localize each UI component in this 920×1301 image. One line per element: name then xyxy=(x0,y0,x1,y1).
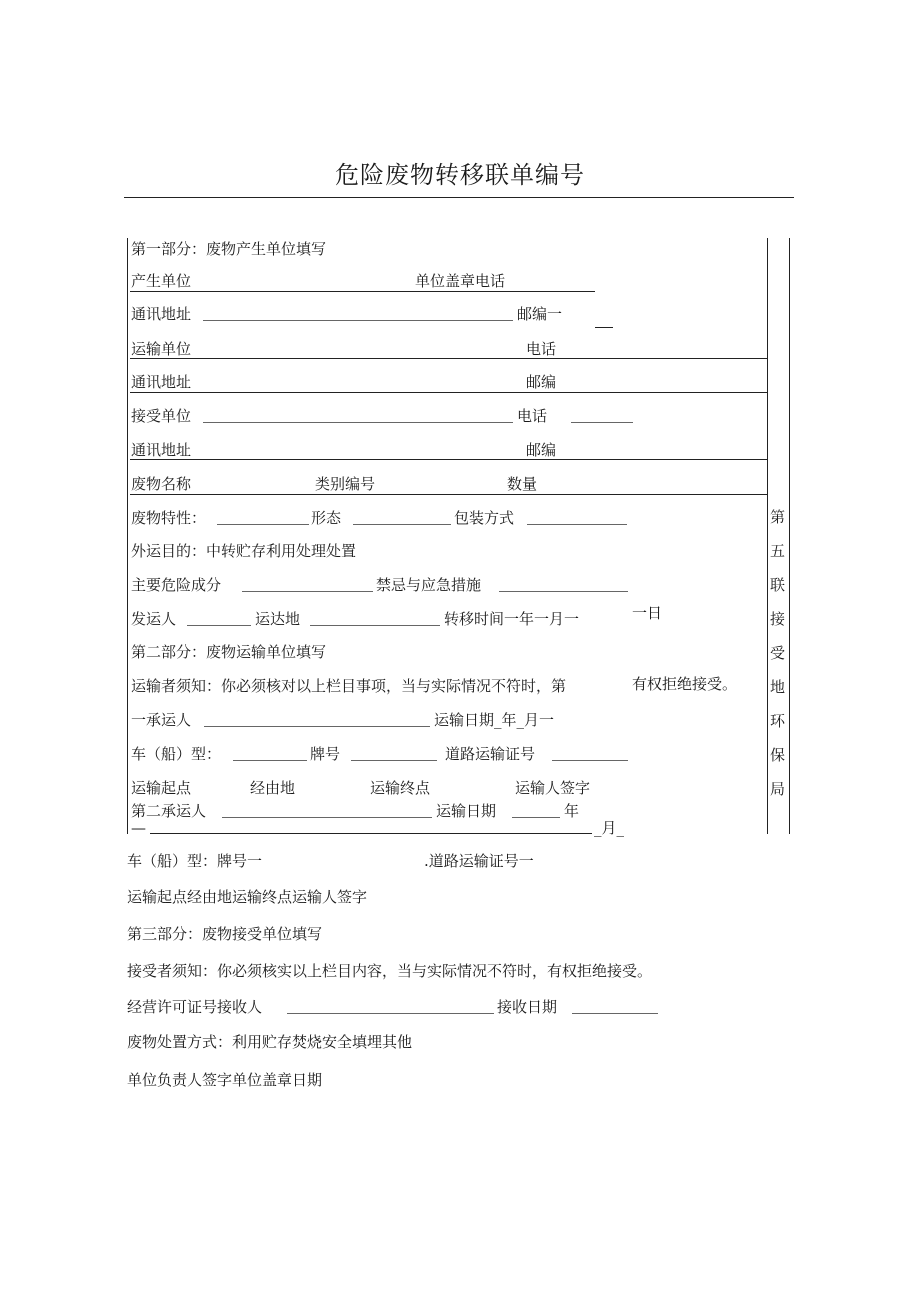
via1-label: 经由地 xyxy=(250,779,296,797)
permit1-label: 道路运输证号 xyxy=(445,745,536,763)
destination-blank xyxy=(310,625,440,626)
phone2-label: 电话 xyxy=(526,340,557,358)
form-blank xyxy=(353,524,451,525)
transport-unit-label: 运输单位 xyxy=(131,340,192,358)
side-label-char: 环 xyxy=(770,712,786,730)
transport-date1-label: 运输日期_年_月一 xyxy=(434,711,555,729)
plate1-blank xyxy=(351,760,437,761)
producer-unit-label: 产生单位 xyxy=(131,272,192,290)
side-label-char: 局 xyxy=(770,780,786,798)
disposal-label: 废物处置方式：利用贮存焚烧安全填埋其他 xyxy=(127,1033,413,1051)
rule-waste-name xyxy=(130,494,767,495)
side-label-char: 第 xyxy=(770,508,786,526)
day-label: 一日 xyxy=(632,604,663,622)
license-blank xyxy=(287,1013,494,1014)
route2-label: 运输起点经由地运输终点运输人签字 xyxy=(127,888,368,906)
title-underline xyxy=(124,197,794,198)
carrier1-label: 一承运人 xyxy=(131,711,192,729)
transport-date2-blank xyxy=(512,817,560,818)
postal1-label: 邮编一 xyxy=(517,305,563,323)
rule-carrier2-bottom xyxy=(150,833,592,834)
end1-label: 运输终点 xyxy=(370,779,431,797)
form-title: 危险废物转移联单编号 xyxy=(335,161,585,189)
rule-postal-dash xyxy=(595,327,613,328)
side-label-char: 联 xyxy=(770,576,786,594)
rule-address3 xyxy=(130,459,767,460)
waste-name-label: 废物名称 xyxy=(131,475,192,493)
seal-phone-label: 单位盖章电话 xyxy=(415,272,506,290)
quantity-label: 数量 xyxy=(507,475,538,493)
part2-header: 第二部分：废物运输单位填写 xyxy=(131,643,327,661)
transport-notice-b: 有权拒绝接受。 xyxy=(632,675,738,693)
transport-notice-a: 运输者须知：你必须核对以上栏目事项，当与实际情况不符时，第 xyxy=(131,677,567,695)
carrier2-dash: — xyxy=(131,819,146,837)
frame-outer-border xyxy=(789,238,790,834)
destination-label: 运达地 xyxy=(255,610,301,628)
waste-property-blank xyxy=(217,524,309,525)
side-label-char: 五 xyxy=(770,542,786,560)
address1-blank xyxy=(203,320,513,321)
postal3-label: 邮编 xyxy=(526,441,557,459)
frame-left-border xyxy=(127,238,128,834)
part1-header: 第一部分：废物产生单位填写 xyxy=(131,240,327,258)
address2-label: 通讯地址 xyxy=(131,373,192,391)
carrier2-blank xyxy=(222,817,432,818)
rule-address2 xyxy=(130,392,767,393)
part3-header: 第三部分：废物接受单位填写 xyxy=(127,925,323,943)
license-label: 经营许可证号接收人 xyxy=(127,998,263,1016)
shipper-label: 发运人 xyxy=(131,610,177,628)
main-hazard-label: 主要危险成分 xyxy=(131,576,222,594)
phone3-label: 电话 xyxy=(517,407,548,425)
packaging-label: 包装方式 xyxy=(454,509,515,527)
transport-date2-label: 运输日期 xyxy=(436,802,497,820)
category-code-label: 类别编号 xyxy=(315,475,376,493)
receive-date-blank xyxy=(572,1013,658,1014)
start1-label: 运输起点 xyxy=(131,779,192,797)
form-label: 形态 xyxy=(311,509,342,527)
taboo-label: 禁忌与应急措施 xyxy=(376,576,482,594)
taboo-blank xyxy=(499,591,628,592)
purpose-label: 外运目的：中转贮存利用处理处置 xyxy=(131,542,357,560)
main-hazard-blank xyxy=(242,591,373,592)
receiver-unit-label: 接受单位 xyxy=(131,407,192,425)
receive-date-label: 接收日期 xyxy=(497,998,558,1016)
address3-label: 通讯地址 xyxy=(131,441,192,459)
vehicle1-label: 车（船）型： xyxy=(131,745,222,763)
packaging-blank xyxy=(527,524,627,525)
side-label-char: 接 xyxy=(770,610,786,628)
rule-transport xyxy=(130,358,767,359)
carrier2-label: 第二承运人 xyxy=(131,802,207,820)
receiver-unit-blank xyxy=(203,422,513,423)
plate1-label: 牌号 xyxy=(310,745,341,763)
month2-label: _月_ xyxy=(594,819,625,837)
vehicle1-blank xyxy=(233,760,307,761)
receiver-notice: 接受者须知：你必须核实以上栏目内容，当与实际情况不符时，有权拒绝接受。 xyxy=(127,962,653,980)
shipper-blank xyxy=(187,625,251,626)
side-label-char: 受 xyxy=(770,644,786,662)
unit-sign-label: 单位负责人签字单位盖章日期 xyxy=(127,1071,323,1089)
permit2-label: .道路运输证号一 xyxy=(424,852,534,870)
sign1-label: 运输人签字 xyxy=(515,779,591,797)
side-label-char: 保 xyxy=(770,746,786,764)
address1-label: 通讯地址 xyxy=(131,305,192,323)
waste-property-label: 废物特性： xyxy=(131,509,207,527)
postal2-label: 邮编 xyxy=(526,373,557,391)
permit1-blank xyxy=(552,760,628,761)
carrier1-blank xyxy=(204,726,430,727)
rule-producer xyxy=(130,291,595,292)
phone3-blank xyxy=(571,422,633,423)
year2-label: 年 xyxy=(564,802,580,820)
side-label-char: 地 xyxy=(770,678,786,696)
frame-right-border xyxy=(767,238,768,834)
transfer-time-label: 转移时间一年一月一 xyxy=(444,610,580,628)
vehicle2-label: 车（船）型：牌号一 xyxy=(127,852,263,870)
